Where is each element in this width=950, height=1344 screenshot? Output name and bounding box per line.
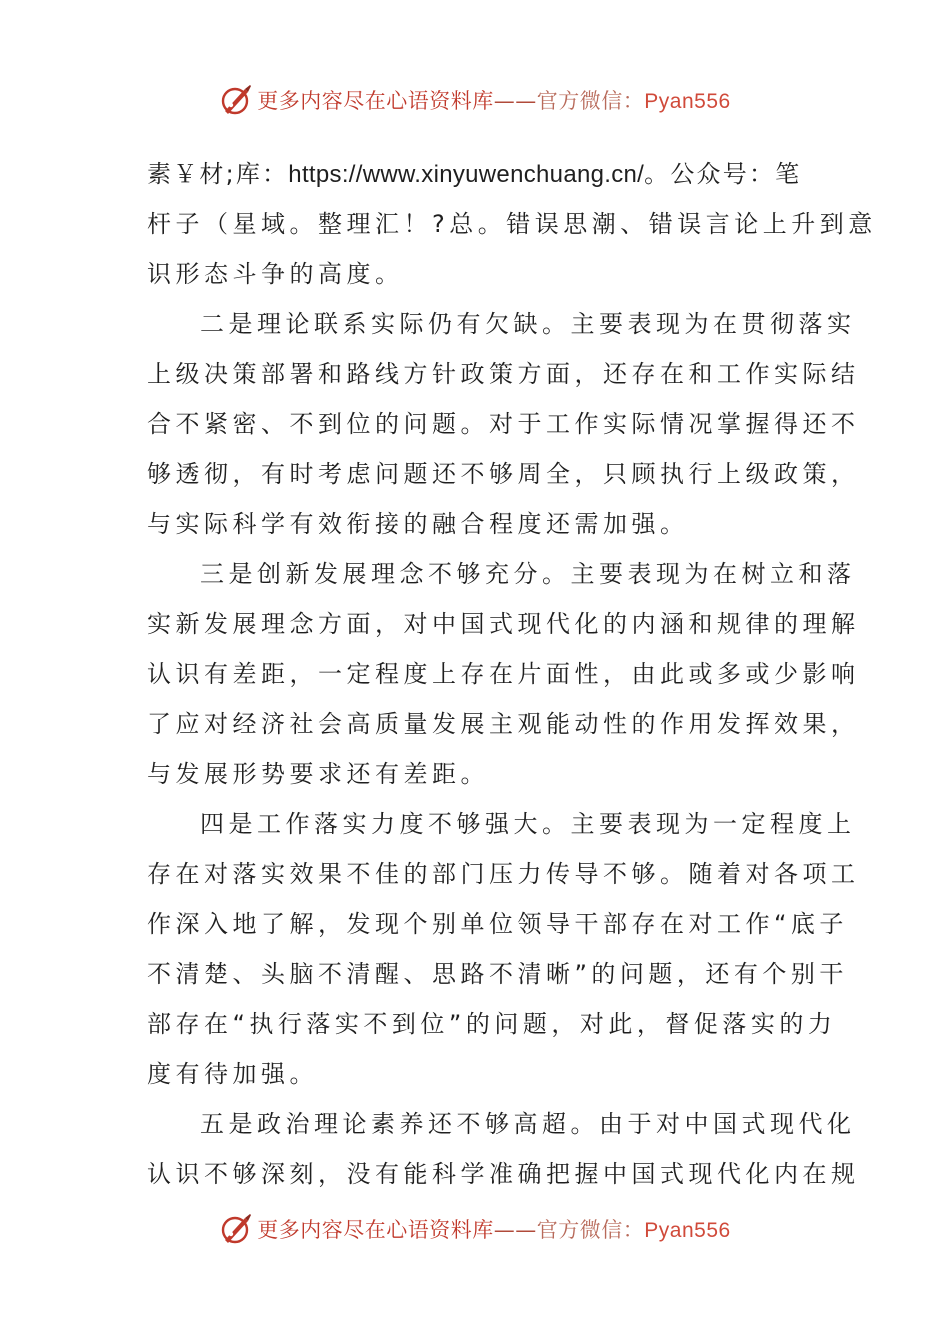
header-brand: 更多内容尽在心语资料库 <box>257 89 494 113</box>
text-line: 作深入地了解，发现个别单位领导干部存在对工作“底子 <box>147 910 848 938</box>
header-banner <box>0 80 950 120</box>
pen-logo-icon <box>219 1212 253 1246</box>
website-url: https://www.xinyuwenchuang.cn/ <box>288 161 645 188</box>
text-line: 了应对经济社会高质量发展主观能动性的作用发挥效果， <box>147 710 860 738</box>
text-line: 够透彻，有时考虑问题还不够周全，只顾执行上级政策， <box>147 460 860 488</box>
text-line: 识形态斗争的高度。 <box>147 260 404 288</box>
text-line: 实新发展理念方面，对中国式现代化的内涵和规律的理解 <box>147 610 860 638</box>
text-line: 上级决策部署和路线方针政策方面，还存在和工作实际结 <box>147 360 860 388</box>
header-separator: —— <box>493 89 537 113</box>
footer-brand: 更多内容尽在心语资料库 <box>257 1218 494 1242</box>
header-wechat-label: 官方微信： <box>536 89 645 113</box>
text-line: 度有待加强。 <box>147 1060 318 1088</box>
footer-wechat-id: Pyan556 <box>644 1219 731 1242</box>
paragraph-start-line: 五是政治理论素养还不够高超。由于对中国式现代化 <box>200 1110 856 1138</box>
footer-wechat-label: 官方微信： <box>536 1218 645 1242</box>
text-line: 合不紧密、不到位的问题。对于工作实际情况掌握得还不 <box>147 410 860 438</box>
text-line: 认识不够深刻，没有能科学准确把握中国式现代化内在规 <box>147 1160 860 1188</box>
text-line: 与发展形势要求还有差距。 <box>147 760 489 788</box>
header-wechat-id: Pyan556 <box>644 90 731 113</box>
footer-banner <box>0 1209 950 1249</box>
paragraph-start-line: 四是工作落实力度不够强大。主要表现为一定程度上 <box>200 810 856 838</box>
footer-banner-text <box>257 1214 730 1244</box>
header-banner-text <box>257 85 730 115</box>
text-line <box>147 149 807 199</box>
text-line: 杆子（星域。整理汇！?总。错误思潮、错误言论上升到意 <box>147 210 877 238</box>
paragraph-start-line: 三是创新发展理念不够充分。主要表现为在树立和落 <box>200 560 856 588</box>
paragraph-start-line: 二是理论联系实际仍有欠缺。主要表现为在贯彻落实 <box>200 310 856 338</box>
text-line: 与实际科学有效衔接的融合程度还需加强。 <box>147 510 689 538</box>
pen-logo-icon <box>219 83 253 117</box>
footer-separator: —— <box>493 1218 537 1242</box>
text-line: 部存在“执行落实不到位”的问题，对此，督促落实的力 <box>147 1010 837 1038</box>
text-line: 不清楚、头脑不清醒、思路不清晰”的问题，还有个别干 <box>147 960 848 988</box>
body-text <box>147 149 877 1199</box>
text-line: 存在对落实效果不佳的部门压力传导不够。随着对各项工 <box>147 860 860 888</box>
text-line-suffix: 。公众号：笔 <box>644 160 802 188</box>
text-line-prefix: 素￥材;库： <box>147 160 289 188</box>
text-line: 认识有差距，一定程度上存在片面性，由此或多或少影响 <box>147 660 860 688</box>
